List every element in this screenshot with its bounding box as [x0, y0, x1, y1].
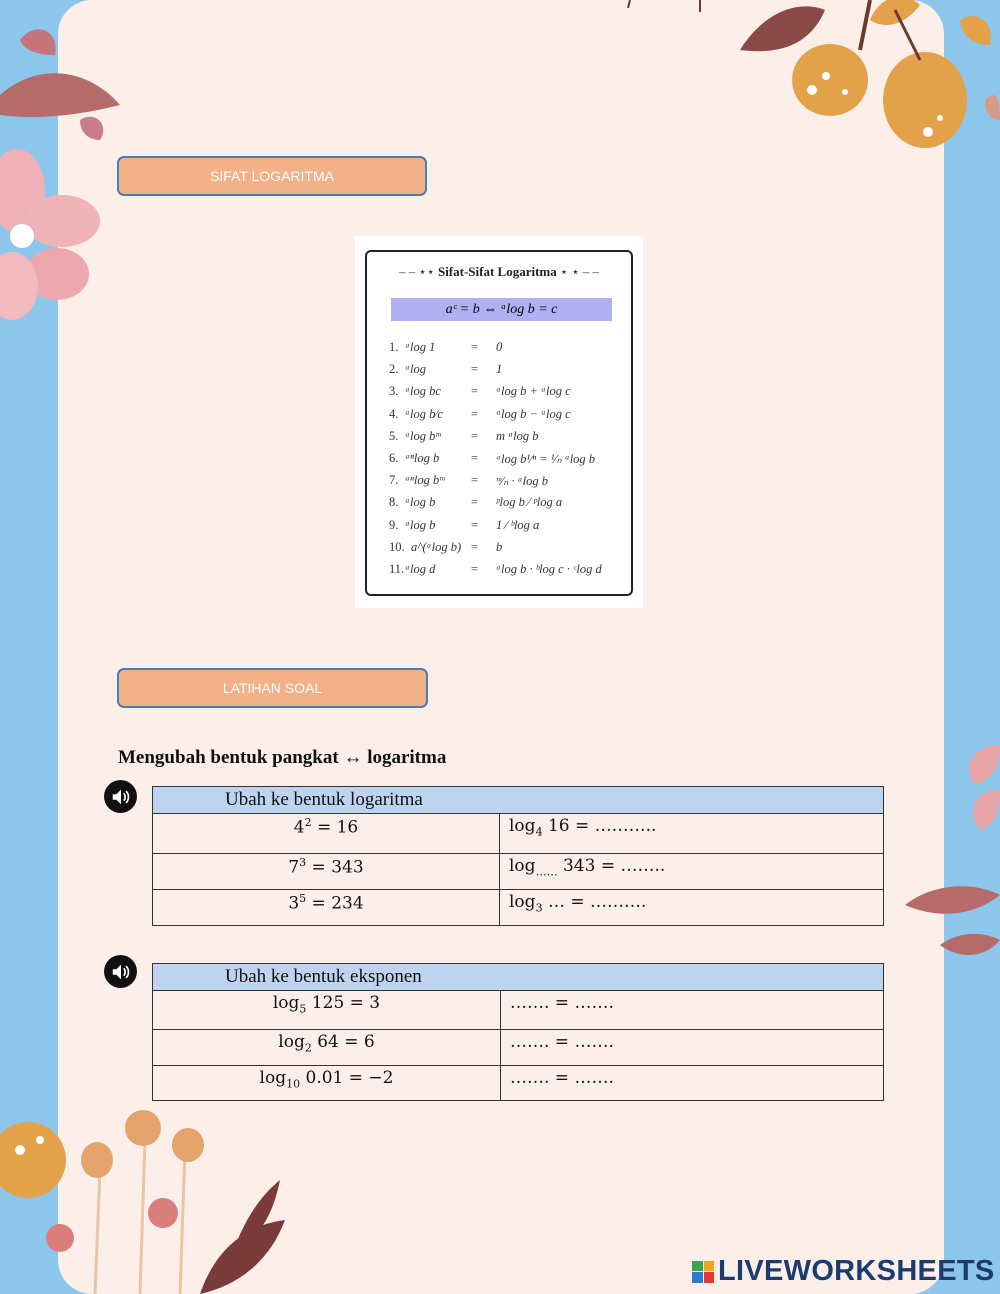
log-label: log	[278, 1032, 305, 1052]
property-equals: =	[471, 384, 479, 399]
exponent: 3	[299, 856, 307, 869]
log-label: log	[272, 993, 300, 1013]
log-expression: 0.01 = −2	[300, 1068, 394, 1088]
exponent-cell	[153, 890, 500, 926]
speaker-button-2[interactable]	[104, 955, 137, 988]
answer-blank[interactable]: … = ……….	[542, 892, 647, 912]
property-equals: =	[471, 450, 479, 465]
log-label: log	[509, 856, 536, 876]
base: 4	[293, 817, 305, 838]
property-rhs: ᵃlog b − ᵃlog c	[496, 406, 571, 421]
property-row	[389, 340, 629, 362]
brand-name: LIVEWORKSHEETS	[718, 1255, 995, 1287]
property-rhs: m ᵃlog b	[496, 428, 539, 443]
title-stars-right: ⋆ ⋆ – –	[560, 264, 600, 279]
answer-cell[interactable]	[500, 854, 884, 890]
property-row	[389, 429, 629, 451]
table1-header: Ubah ke bentuk logaritma	[153, 787, 884, 814]
property-lhs: ᵃlog b	[405, 517, 436, 532]
answer-cell[interactable]	[500, 814, 884, 854]
property-rhs: ᵃlog b¹⁄ⁿ = ¹⁄ₙ ᵃlog b	[496, 451, 596, 466]
table-row	[153, 1066, 884, 1101]
property-row	[389, 451, 629, 473]
property-number: 7.	[389, 473, 399, 488]
property-number: 9.	[389, 517, 399, 532]
exponent-cell	[153, 814, 500, 854]
exercise-section-button[interactable]: LATIHAN SOAL	[117, 668, 428, 708]
property-rhs: 1	[496, 362, 503, 377]
answer-cell[interactable]	[501, 1066, 884, 1101]
table-row	[153, 890, 884, 926]
property-row	[389, 562, 629, 584]
property-lhs: a^(ᵃlog b)	[411, 539, 462, 554]
property-rhs: 0	[496, 340, 503, 354]
exercise-heading: Mengubah bentuk pangkat ↔ logaritma	[118, 747, 447, 768]
property-number: 5.	[389, 428, 399, 443]
property-row	[389, 407, 629, 429]
property-equals: =	[471, 340, 479, 354]
property-number: 2.	[389, 362, 399, 377]
property-equals: =	[471, 539, 479, 554]
property-equals: =	[471, 362, 479, 377]
base: 3	[288, 893, 300, 914]
property-rhs: ᵃlog b + ᵃlog c	[496, 384, 571, 399]
logarithm-cell	[153, 991, 501, 1030]
property-row	[389, 362, 629, 384]
table-row	[153, 814, 884, 854]
table-row	[153, 854, 884, 890]
answer-cell[interactable]	[501, 1030, 884, 1066]
table2-header: Ubah ke bentuk eksponen	[153, 964, 884, 991]
answer-blank[interactable]: 16 = ………..	[542, 816, 657, 836]
logarithm-cell	[153, 1030, 501, 1066]
log-label: log	[509, 892, 536, 912]
property-number: 6.	[389, 450, 399, 465]
table-to-exponent	[152, 963, 884, 1101]
speaker-button-1[interactable]	[104, 780, 137, 813]
log-expression: 125 = 3	[306, 993, 381, 1013]
property-equals: =	[471, 517, 479, 532]
speaker-icon	[110, 961, 132, 983]
property-lhs: ᵃlog 1	[405, 340, 436, 354]
exponent-cell	[153, 854, 500, 890]
property-rhs: ᵃlog b · ᵇlog c · ᶜlog d	[496, 561, 602, 576]
answer-blank[interactable]: 343 = ……..	[557, 856, 666, 876]
answer-cell[interactable]	[501, 991, 884, 1030]
properties-section-button[interactable]: SIFAT LOGARITMA	[117, 156, 427, 196]
log-label: log	[259, 1068, 287, 1088]
property-row	[389, 495, 629, 517]
property-lhs: ᵃlog b	[405, 495, 436, 510]
table-row	[153, 991, 884, 1030]
properties-frame	[365, 250, 633, 596]
log-base: 10	[286, 1077, 301, 1091]
result: = 343	[306, 857, 364, 878]
speaker-icon	[110, 786, 132, 808]
property-equals: =	[471, 473, 479, 488]
log-base: 4	[535, 825, 543, 839]
property-lhs: ᵃlog d	[405, 561, 436, 576]
result: = 234	[306, 893, 364, 914]
property-lhs: ᵃlog b⁄c	[405, 406, 443, 421]
exponent: 5	[299, 892, 307, 905]
property-lhs: ᵃlog	[405, 362, 426, 377]
property-lhs: ᵃlog bᵐ	[405, 428, 441, 443]
property-row	[389, 473, 629, 495]
property-rhs: ᵖlog b ⁄ ᵖlog a	[496, 495, 563, 510]
property-lhs: ᵃⁿlog b	[405, 450, 440, 465]
answer-blank[interactable]: ……. = …….	[510, 1032, 614, 1052]
log-label: log	[509, 816, 536, 836]
properties-title-text: Sifat-Sifat Logaritma	[437, 264, 557, 279]
answer-blank[interactable]: ……. = …….	[510, 993, 614, 1013]
property-lhs: ᵃⁿlog bᵐ	[405, 473, 445, 488]
property-number: 4.	[389, 406, 399, 421]
property-number: 8.	[389, 495, 399, 510]
log-base: 5	[299, 1002, 307, 1016]
properties-list	[389, 340, 629, 584]
properties-title	[367, 264, 631, 280]
log-base: 2	[304, 1041, 312, 1055]
property-equals: =	[471, 428, 479, 443]
result: = 16	[311, 817, 359, 838]
property-row	[389, 518, 629, 540]
property-rhs: 1 ⁄ ᵇlog a	[496, 517, 540, 532]
property-equals: =	[471, 406, 479, 421]
title-stars-left: – – ⋆⋆	[398, 264, 435, 279]
liveworksheets-logo[interactable]	[692, 1255, 995, 1288]
log-base: 3	[535, 901, 543, 915]
exponent: 2	[304, 816, 312, 829]
log-expression: 64 = 6	[311, 1032, 375, 1052]
logarithm-cell	[153, 1066, 501, 1101]
logarithm-properties-image	[355, 236, 643, 608]
log-base-blank[interactable]: ……	[535, 865, 558, 879]
property-number: 3.	[389, 384, 399, 399]
property-number: 11.	[389, 561, 405, 576]
answer-blank[interactable]: ……. = …….	[510, 1068, 614, 1088]
table-row	[153, 1030, 884, 1066]
property-equals: =	[471, 561, 479, 576]
base: 7	[288, 857, 300, 878]
property-row	[389, 540, 629, 562]
property-rhs: ᵐ⁄ₙ · ᵃlog b	[496, 474, 548, 489]
logo-grid-icon	[692, 1261, 714, 1283]
property-rhs: b	[496, 539, 503, 554]
property-equals: =	[471, 495, 479, 510]
property-number: 1.	[389, 340, 399, 354]
table-to-logarithm	[152, 786, 884, 926]
definition-highlight: aᶜ = b ⇔ ᵃlog b = c	[391, 298, 612, 321]
property-row	[389, 384, 629, 406]
property-number: 10.	[389, 539, 405, 554]
answer-cell[interactable]	[500, 890, 884, 926]
property-lhs: ᵃlog bc	[405, 384, 441, 399]
